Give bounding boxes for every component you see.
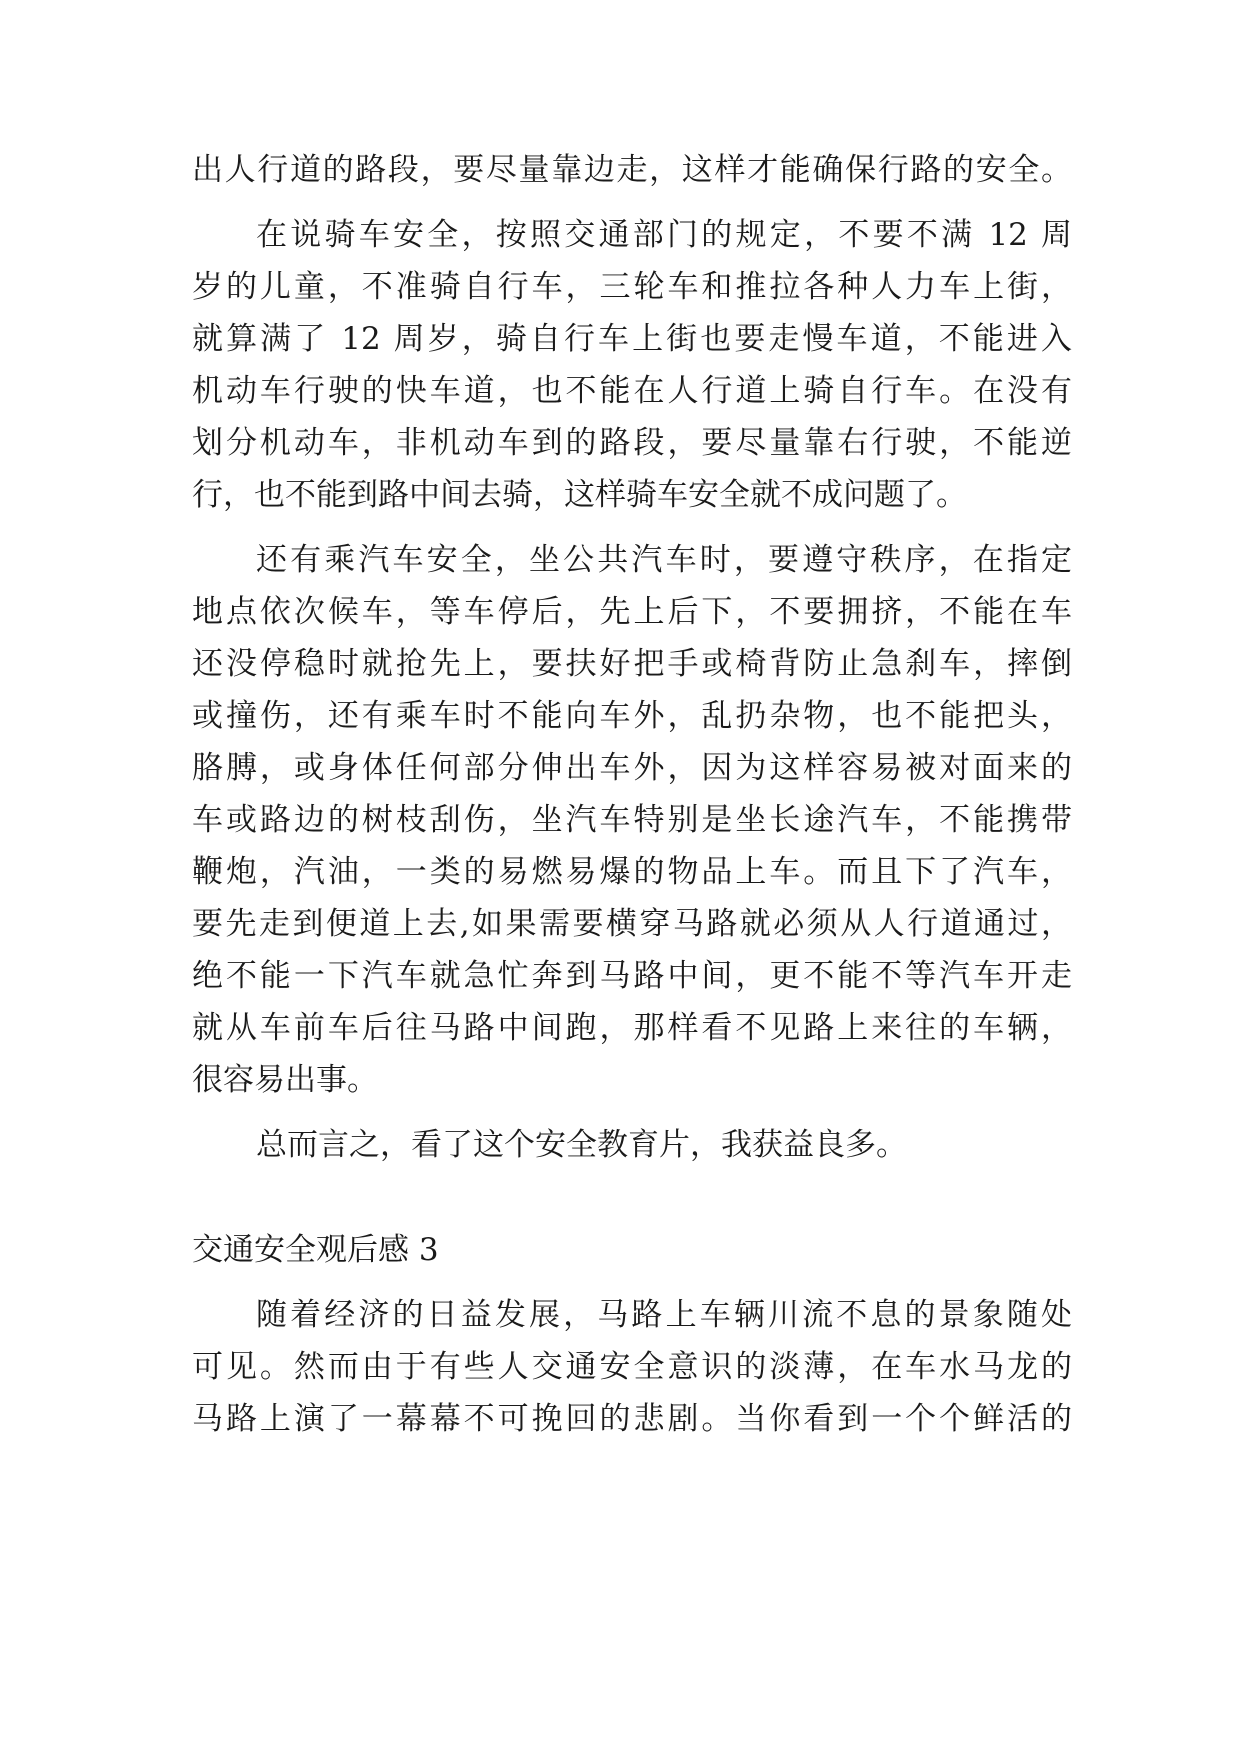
paragraph-line: 还有乘汽车安全，坐公共汽车时，要遵守秩序，在指定	[256, 542, 1072, 578]
paragraph-line: 或撞伤，还有乘车时不能向车外，乱扔杂物，也不能把头，	[192, 698, 1072, 734]
paragraph-line: 就算满了 12 周岁，骑自行车上街也要走慢车道，不能进入	[192, 321, 1072, 357]
paragraph-line: 随着经济的日益发展，马路上车辆川流不息的景象随处	[256, 1297, 1072, 1333]
paragraph-line: 胳膊，或身体任何部分伸出车外，因为这样容易被对面来的	[192, 750, 1072, 786]
paragraph-line: 行，也不能到路中间去骑，这样骑车安全就不成问题了。	[192, 477, 967, 513]
paragraph-line: 可见。然而由于有些人交通安全意识的淡薄，在车水马龙的	[192, 1349, 1072, 1385]
section-title: 交通安全观后感 3	[192, 1232, 439, 1268]
paragraph-line: 总而言之，看了这个安全教育片，我获益良多。	[256, 1127, 907, 1163]
paragraph-line: 岁的儿童，不准骑自行车，三轮车和推拉各种人力车上街，	[192, 269, 1072, 305]
paragraph-line: 马路上演了一幕幕不可挽回的悲剧。当你看到一个个鲜活的	[192, 1401, 1072, 1437]
paragraph-line: 要先走到便道上去,如果需要横穿马路就必须从人行道通过，	[192, 906, 1072, 942]
paragraph-line: 很容易出事。	[192, 1062, 378, 1098]
paragraph-line: 还没停稳时就抢先上，要扶好把手或椅背防止急刹车，摔倒	[192, 646, 1072, 682]
paragraph-line: 绝不能一下汽车就急忙奔到马路中间，更不能不等汽车开走	[192, 958, 1072, 994]
paragraph-line: 划分机动车，非机动车到的路段，要尽量靠右行驶，不能逆	[192, 425, 1072, 461]
paragraph-line: 鞭炮，汽油，一类的易燃易爆的物品上车。而且下了汽车，	[192, 854, 1072, 890]
paragraph-line: 机动车行驶的快车道，也不能在人行道上骑自行车。在没有	[192, 373, 1072, 409]
paragraph-line: 地点依次候车，等车停后，先上后下，不要拥挤，不能在车	[192, 594, 1072, 630]
paragraph-line: 车或路边的树枝刮伤，坐汽车特别是坐长途汽车，不能携带	[192, 802, 1072, 838]
paragraph-line: 就从车前车后往马路中间跑，那样看不见路上来往的车辆，	[192, 1010, 1072, 1046]
paragraph-line: 在说骑车安全，按照交通部门的规定，不要不满 12 周	[256, 217, 1072, 253]
paragraph-line: 出人行道的路段，要尽量靠边走，这样才能确保行路的安全。	[192, 152, 1072, 188]
